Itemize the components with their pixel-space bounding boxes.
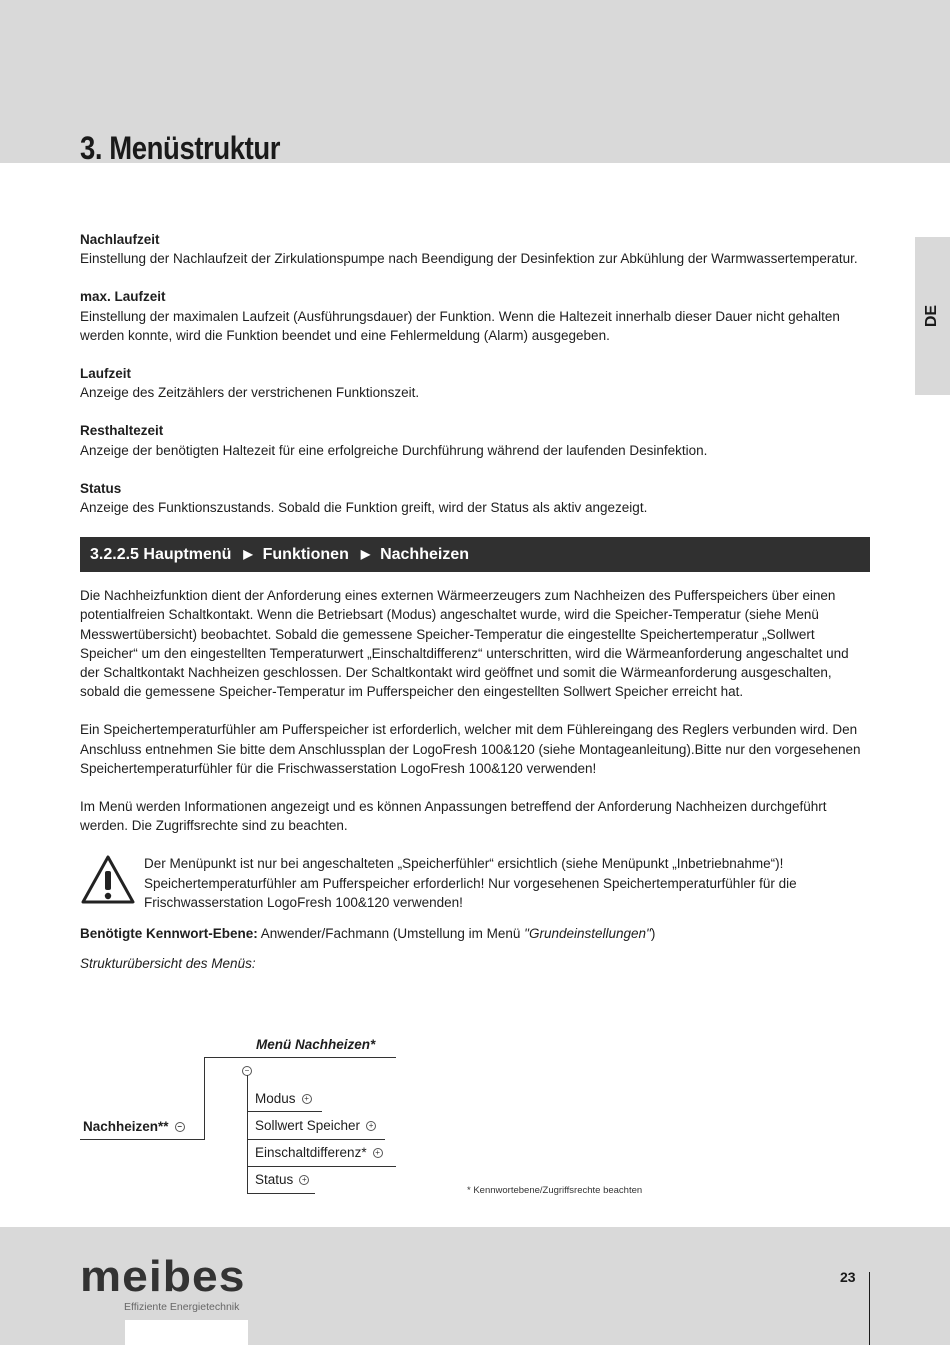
password-level-close: ) [650,926,656,942]
paragraph-sensor: Ein Speichertemperaturfühler am Pufferspeicher ist erforderlich, welcher mit dem Fühlereingang des Reglers verbunden wird. Den Anschluss entnehmen Sie bitte dem Anschlussplan der LogoFresh 100&120 (siehe Montageanleitung).Bitte nur den vorgesehenen Speichertemperaturfühler für die Frischwasserstation LogoFresh 100&120 verwenden! [80,722,861,776]
main-content [80,230,870,973]
term-title: Resthaltezeit [80,423,164,439]
paragraph-intro: Die Nachheizfunktion dient der Anforderung eines externen Wärmeerzeugers zum Nachheizen des Pufferspeichers über einen potentialfreien Schaltkontakt. Wenn die Betriebsart (Modus) angeschaltet wurde, wird die Speicher-Temperatur (siehe Menü Messwertübersicht) beobachtet. Sobald die gemessene Speicher-Temperatur die eingestellte Speichertemperatur „Sollwert Speicher“ um den eingestellten Temperaturwert „Einschaltdifferenz“ unterschritten, wird die Wärmeanforderung angeschaltet und der Schaltkontakt Nachheizen geschlossen. Der Schaltkontakt wird geöffnet und somit die Wärmeanforderung ausgeschalten, sobald die gemessene Speicher-Temperatur im Pufferspeicher den eingestellten Sollwert Speicher erreicht hat. [80,588,849,700]
term-title: Laufzeit [80,366,132,382]
term-resthaltezeit [80,421,870,459]
chapter-title: 3. Menüstruktur [80,130,280,166]
tree-connector [247,1193,315,1194]
tree-menu-title: Menü Nachheizen* [256,1037,376,1052]
breadcrumb-arrow-icon: ▶ [243,547,253,562]
term-text: Anzeige des Funktionszustands. Sobald die Funktion greift, wird der Status als aktiv angezeigt. [80,500,648,516]
breadcrumb-nachheizen: Nachheizen [380,546,469,564]
tree-connector [247,1075,248,1193]
term-text: Einstellung der maximalen Laufzeit (Ausführungsdauer) der Funktion. Wenn die Haltezeit innerhalb dieser Dauer nicht gehalten werden konnte, wird die Funktion beendet und eine Fehlermeldung (Alarm) ausgegeben. [80,308,840,343]
structure-caption: Strukturübersicht des Menüs: [80,956,256,972]
tree-collapse-icon[interactable]: − [242,1063,252,1078]
breadcrumb-hauptmenu: Hauptmenü [143,546,232,564]
tree-connector [80,1139,205,1140]
section-number: 3.2.2.5 [90,546,139,564]
term-nachlaufzeit [80,230,870,268]
warning-icon [80,854,136,906]
tree-connector [247,1111,322,1112]
footnote: * Kennwortebene/Zugriffsrechte beachten [467,1185,643,1196]
password-level-label: Benötigte Kennwort-Ebene: [80,926,258,942]
warning-text: Der Menüpunkt ist nur bei angeschalteten „Speicherfühler“ ersichtlich (siehe Menüpunkt „Inbetriebnahme“)! Speichertemperaturfühler am Pufferspeicher erforderlich! Nur vorgesehenen Speichertemperaturfühler für die Frischwasserstation LogoFresh 100&120 verwenden! [144,856,797,910]
language-tab-label: DE [923,304,941,328]
term-status [80,479,870,517]
password-level-line [80,924,870,943]
section-heading-bar [80,537,870,572]
page-number: 23 [840,1269,856,1285]
breadcrumb-arrow-icon: ▶ [360,547,371,562]
expand-icon[interactable]: + [299,1175,309,1185]
tree-connector [204,1057,205,1139]
term-text: Anzeige des Zeitzählers der verstrichenen Funktionszeit. [80,385,420,401]
tree-connector [247,1139,385,1140]
meibes-logo [80,1252,255,1313]
term-title: Nachlaufzeit [80,232,160,247]
tree-connector [204,1057,396,1058]
term-text: Anzeige der benötigten Haltezeit für eine erfolgreiche Durchführung während der laufenden Desinfektion. [80,442,708,458]
password-level-value: Anwender/Fachmann (Umstellung im Menü [260,926,521,942]
logo-wordmark: meibes [80,1252,246,1301]
tree-connector [247,1166,396,1167]
expand-icon[interactable]: + [366,1121,376,1131]
password-level-menu: "Grundeinstellungen" [524,926,651,942]
paragraph-menu-info: Im Menü werden Informationen angezeigt und es können Anpassungen betreffend der Anforderung Nachheizen durchgeführt werden. Die Zugriffsrechte sind zu beachten. [80,799,827,834]
expand-icon[interactable]: + [373,1148,383,1158]
expand-icon[interactable]: + [302,1094,312,1104]
page-number-rule [869,1272,870,1345]
term-laufzeit [80,364,870,402]
logo-tagline: Effiziente Energietechnik [124,1301,240,1313]
tree-item-status[interactable]: Status + [255,1172,309,1187]
collapse-icon[interactable]: − [175,1122,185,1132]
term-title: max. Laufzeit [80,289,166,305]
tree-item-modus[interactable]: Modus + [255,1091,312,1106]
language-tab [915,237,950,395]
term-title: Status [80,480,122,496]
tree-item-einschaltdifferenz[interactable]: Einschaltdifferenz* + [255,1145,383,1160]
footer-white-block [125,1320,248,1345]
tree-item-sollwert-speicher[interactable]: Sollwert Speicher + [255,1118,376,1133]
warning-note [80,854,870,912]
term-max-laufzeit [80,287,870,345]
breadcrumb-funktionen: Funktionen [262,546,349,564]
tree-root-nachheizen[interactable]: Nachheizen** − [83,1119,185,1134]
term-text: Einstellung der Nachlaufzeit der Zirkulationspumpe nach Beendigung der Desinfektion zur Abkühlung der Warmwassertemperatur. [80,251,858,267]
